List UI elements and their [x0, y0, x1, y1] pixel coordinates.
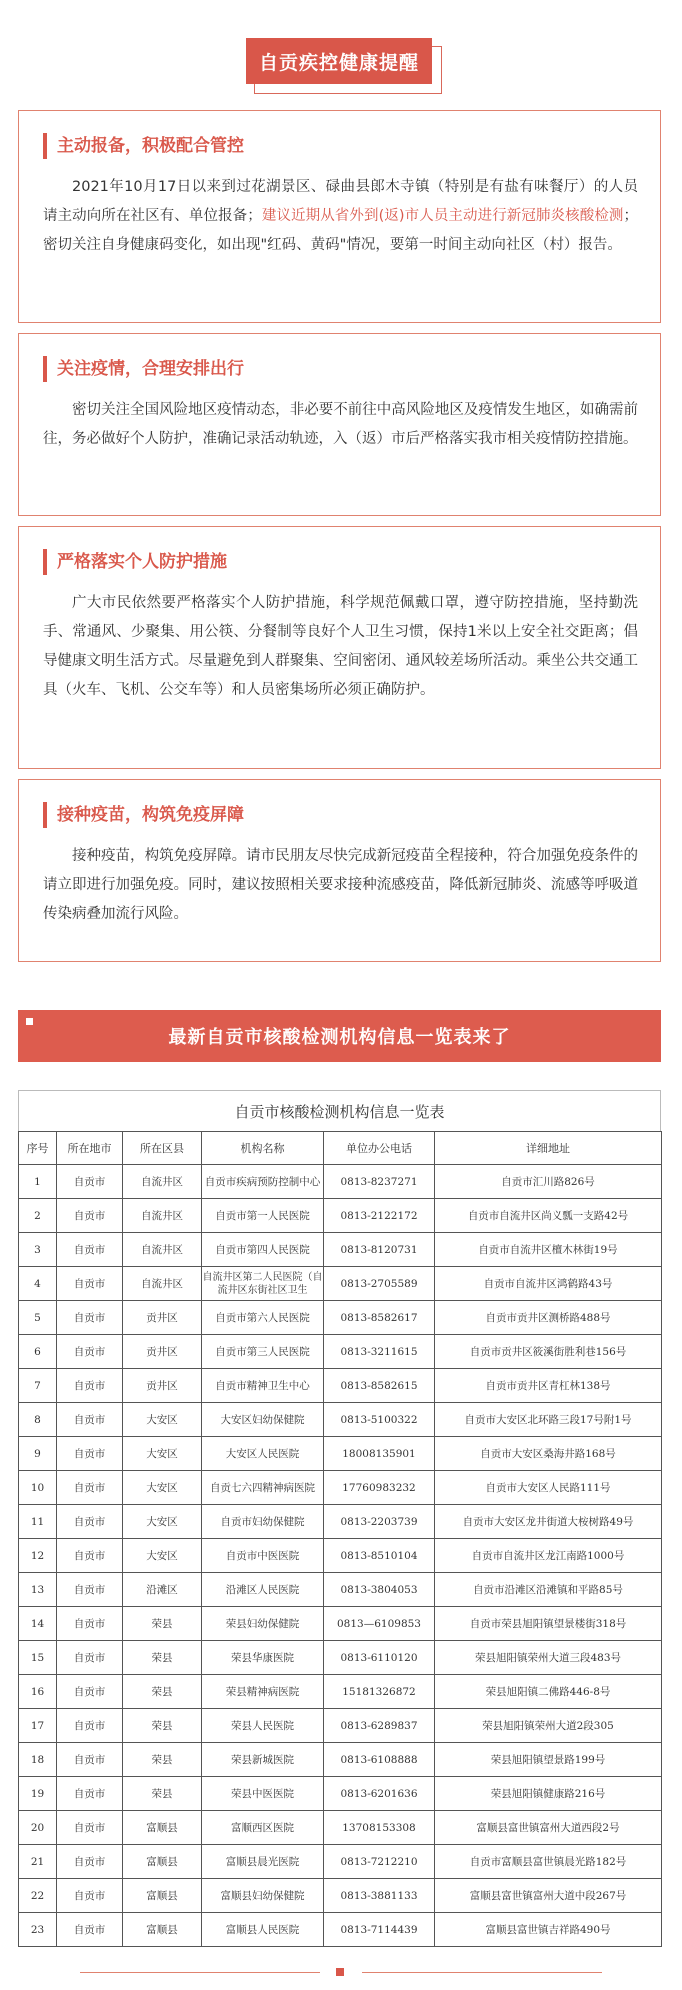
cell-index: 18	[19, 1743, 57, 1777]
cell-phone: 0813—6109853	[324, 1607, 435, 1641]
cell-index: 19	[19, 1777, 57, 1811]
cell-phone: 0813-2705589	[324, 1267, 435, 1301]
banner-title: 最新自贡市核酸检测机构信息一览表来了	[168, 1027, 511, 1048]
table-row	[19, 1369, 662, 1403]
cell-district: 富顺县	[123, 1845, 202, 1879]
column-header: 单位办公电话	[324, 1132, 435, 1165]
cell-city: 自贡市	[57, 1709, 123, 1743]
cell-city: 自贡市	[57, 1335, 123, 1369]
cell-city: 自贡市	[57, 1641, 123, 1675]
cell-institution: 大安区妇幼保健院	[202, 1403, 324, 1437]
cell-institution: 自贡市第三人民医院	[202, 1335, 324, 1369]
cell-institution: 荣县妇幼保健院	[202, 1607, 324, 1641]
cell-district: 大安区	[123, 1539, 202, 1573]
table-row	[19, 1675, 662, 1709]
cell-city: 自贡市	[57, 1879, 123, 1913]
cell-address: 自贡市汇川路826号	[435, 1165, 662, 1199]
cell-phone: 0813-8120731	[324, 1233, 435, 1267]
cell-institution: 自贡市第四人民医院	[202, 1233, 324, 1267]
cell-address: 富顺县富世镇吉祥路490号	[435, 1913, 662, 1947]
table-row	[19, 1267, 662, 1301]
cell-district: 荣县	[123, 1607, 202, 1641]
cell-institution: 自贡市精神卫生中心	[202, 1369, 324, 1403]
cell-institution: 自贡市疾病预防控制中心	[202, 1165, 324, 1199]
cell-index: 20	[19, 1811, 57, 1845]
section-body: 广大市民依然要严格落实个人防护措施，科学规范佩戴口罩，遵守防控措施，坚持勤洗手、常通风、少聚集、用公筷、分餐制等良好个人卫生习惯，保持1米以上安全社交距离；倡导健康文明生活方式。尽量避免到人群聚集、空间密闭、通风较差场所活动。乘坐公共交通工具（火车、飞机、公交车等）和人员密集场所必须正确防护。	[43, 595, 638, 698]
cell-city: 自贡市	[57, 1743, 123, 1777]
table-row	[19, 1743, 662, 1777]
cell-phone: 0813-8582617	[324, 1301, 435, 1335]
table-row	[19, 1777, 662, 1811]
cell-phone: 0813-6108888	[324, 1743, 435, 1777]
cell-phone: 0813-5100322	[324, 1403, 435, 1437]
section-title: 主动报备，积极配合管控	[43, 133, 244, 159]
cell-district: 大安区	[123, 1403, 202, 1437]
cell-phone: 0813-6201636	[324, 1777, 435, 1811]
institution-table	[18, 1131, 662, 1947]
cell-phone: 0813-2203739	[324, 1505, 435, 1539]
cell-city: 自贡市	[57, 1199, 123, 1233]
cell-city: 自贡市	[57, 1437, 123, 1471]
cell-address: 荣县旭阳镇二佛路446-8号	[435, 1675, 662, 1709]
section-travel	[18, 333, 661, 516]
top-header	[246, 38, 432, 84]
cell-address: 自贡市贡井区筱溪街胜利巷156号	[435, 1335, 662, 1369]
column-header: 所在地市	[57, 1132, 123, 1165]
section-report	[18, 110, 661, 323]
cell-index: 12	[19, 1539, 57, 1573]
table-row	[19, 1199, 662, 1233]
section-body: 密切关注全国风险地区疫情动态，非必要不前往中高风险地区及疫情发生地区，如确需前往，务必做好个人防护，准确记录活动轨迹，入（返）市后严格落实我市相关疫情防控措施。	[43, 402, 638, 447]
footer-divider-right	[362, 1972, 602, 1973]
cell-index: 1	[19, 1165, 57, 1199]
cell-phone: 0813-6289837	[324, 1709, 435, 1743]
cell-address: 荣县旭阳镇望景路199号	[435, 1743, 662, 1777]
cell-district: 自流井区	[123, 1199, 202, 1233]
cell-index: 3	[19, 1233, 57, 1267]
cell-district: 大安区	[123, 1505, 202, 1539]
table-row	[19, 1403, 662, 1437]
cell-phone: 18008135901	[324, 1437, 435, 1471]
cell-index: 15	[19, 1641, 57, 1675]
cell-city: 自贡市	[57, 1845, 123, 1879]
table-row	[19, 1301, 662, 1335]
cell-institution: 荣县中医医院	[202, 1777, 324, 1811]
cell-phone: 0813-8510104	[324, 1539, 435, 1573]
column-header: 详细地址	[435, 1132, 662, 1165]
table-row	[19, 1573, 662, 1607]
section-title: 关注疫情，合理安排出行	[43, 356, 244, 382]
column-header: 机构名称	[202, 1132, 324, 1165]
cell-index: 16	[19, 1675, 57, 1709]
cell-address: 自贡市贡井区青杠林138号	[435, 1369, 662, 1403]
cell-city: 自贡市	[57, 1539, 123, 1573]
banner-square-icon	[26, 1018, 33, 1025]
table-row	[19, 1641, 662, 1675]
cell-index: 13	[19, 1573, 57, 1607]
cell-address: 自贡市大安区龙井街道大桉树路49号	[435, 1505, 662, 1539]
cell-phone: 17760983232	[324, 1471, 435, 1505]
cell-district: 大安区	[123, 1471, 202, 1505]
page-title: 自贡疾控健康提醒	[246, 38, 432, 84]
cell-city: 自贡市	[57, 1607, 123, 1641]
cell-district: 荣县	[123, 1743, 202, 1777]
cell-phone: 0813-8237271	[324, 1165, 435, 1199]
cell-phone: 0813-8582615	[324, 1369, 435, 1403]
cell-index: 14	[19, 1607, 57, 1641]
cell-city: 自贡市	[57, 1573, 123, 1607]
cell-city: 自贡市	[57, 1913, 123, 1947]
cell-index: 10	[19, 1471, 57, 1505]
institution-table-wrap	[18, 1090, 661, 1947]
table-row	[19, 1165, 662, 1199]
column-header: 序号	[19, 1132, 57, 1165]
cell-institution: 荣县华康医院	[202, 1641, 324, 1675]
table-header-row	[19, 1132, 662, 1165]
cell-address: 自贡市自流井区鸿鹤路43号	[435, 1267, 662, 1301]
cell-index: 21	[19, 1845, 57, 1879]
cell-address: 自贡市富顺县富世镇晨光路182号	[435, 1845, 662, 1879]
cell-city: 自贡市	[57, 1777, 123, 1811]
cell-institution: 自贡市第一人民医院	[202, 1199, 324, 1233]
cell-phone: 0813-3881133	[324, 1879, 435, 1913]
table-row	[19, 1709, 662, 1743]
cell-address: 荣县旭阳镇荣州大道三段483号	[435, 1641, 662, 1675]
cell-district: 沿滩区	[123, 1573, 202, 1607]
footer-dot-icon	[336, 1968, 344, 1976]
cell-index: 6	[19, 1335, 57, 1369]
body-highlight: 建议近期从省外到(返)市人员主动进行新冠肺炎核酸检测	[261, 208, 624, 224]
cell-institution: 自贡市妇幼保健院	[202, 1505, 324, 1539]
cell-address: 荣县旭阳镇荣州大道2段305	[435, 1709, 662, 1743]
cell-address: 自贡市大安区北环路三段17号附1号	[435, 1403, 662, 1437]
cell-address: 荣县旭阳镇健康路216号	[435, 1777, 662, 1811]
table-row	[19, 1437, 662, 1471]
cell-institution: 富顺西区医院	[202, 1811, 324, 1845]
table-row	[19, 1471, 662, 1505]
cell-address: 自贡市自流井区龙江南路1000号	[435, 1539, 662, 1573]
table-row	[19, 1607, 662, 1641]
cell-phone: 0813-3804053	[324, 1573, 435, 1607]
cell-institution: 大安区人民医院	[202, 1437, 324, 1471]
cell-district: 贡井区	[123, 1369, 202, 1403]
cell-district: 大安区	[123, 1437, 202, 1471]
cell-index: 4	[19, 1267, 57, 1301]
section-body	[43, 173, 638, 260]
section-protection	[18, 526, 661, 769]
cell-institution: 富顺县妇幼保健院	[202, 1879, 324, 1913]
cell-phone: 15181326872	[324, 1675, 435, 1709]
body-text: 2021年10月17日以来到过花湖景区、碌曲县郎木寺镇（特别是有盐有味餐厅）的人员请主动向所在社区有、单位报备；	[43, 179, 638, 224]
column-header: 所在区县	[123, 1132, 202, 1165]
table-row	[19, 1811, 662, 1845]
cell-phone: 0813-7114439	[324, 1913, 435, 1947]
table-banner	[18, 1010, 661, 1062]
cell-phone: 0813-7212210	[324, 1845, 435, 1879]
section-vaccine	[18, 779, 661, 962]
cell-institution: 自贡市中医医院	[202, 1539, 324, 1573]
cell-institution: 富顺县人民医院	[202, 1913, 324, 1947]
cell-city: 自贡市	[57, 1675, 123, 1709]
section-title: 严格落实个人防护措施	[43, 549, 227, 575]
cell-address: 自贡市大安区人民路111号	[435, 1471, 662, 1505]
cell-district: 富顺县	[123, 1879, 202, 1913]
cell-address: 自贡市大安区桑海井路168号	[435, 1437, 662, 1471]
cell-institution: 荣县精神病医院	[202, 1675, 324, 1709]
cell-address: 自贡市荣县旭阳镇望景楼街318号	[435, 1607, 662, 1641]
table-row	[19, 1539, 662, 1573]
cell-address: 富顺县富世镇富州大道西段2号	[435, 1811, 662, 1845]
table-title: 自贡市核酸检测机构信息一览表	[18, 1090, 661, 1131]
table-row	[19, 1879, 662, 1913]
cell-district: 荣县	[123, 1777, 202, 1811]
cell-city: 自贡市	[57, 1165, 123, 1199]
cell-district: 富顺县	[123, 1913, 202, 1947]
cell-district: 自流井区	[123, 1233, 202, 1267]
footer-divider-left	[80, 1972, 320, 1973]
cell-city: 自贡市	[57, 1471, 123, 1505]
cell-city: 自贡市	[57, 1301, 123, 1335]
table-row	[19, 1845, 662, 1879]
cell-phone: 0813-6110120	[324, 1641, 435, 1675]
cell-address: 富顺县富世镇富州大道中段267号	[435, 1879, 662, 1913]
cell-institution: 富顺县晨光医院	[202, 1845, 324, 1879]
table-row	[19, 1505, 662, 1539]
cell-city: 自贡市	[57, 1267, 123, 1301]
cell-index: 8	[19, 1403, 57, 1437]
cell-district: 荣县	[123, 1709, 202, 1743]
cell-district: 贡井区	[123, 1335, 202, 1369]
cell-index: 22	[19, 1879, 57, 1913]
cell-district: 荣县	[123, 1675, 202, 1709]
cell-institution: 自贡七六四精神病医院	[202, 1471, 324, 1505]
section-title: 接种疫苗，构筑免疫屏障	[43, 802, 244, 828]
cell-address: 自贡市沿滩区沿滩镇和平路85号	[435, 1573, 662, 1607]
cell-index: 23	[19, 1913, 57, 1947]
cell-phone: 0813-3211615	[324, 1335, 435, 1369]
section-body: 接种疫苗，构筑免疫屏障。请市民朋友尽快完成新冠疫苗全程接种，符合加强免疫条件的请立即进行加强免疫。同时，建议按照相关要求接种流感疫苗，降低新冠肺炎、流感等呼吸道传染病叠加流行风险。	[43, 848, 638, 922]
cell-index: 2	[19, 1199, 57, 1233]
cell-city: 自贡市	[57, 1403, 123, 1437]
cell-index: 11	[19, 1505, 57, 1539]
cell-district: 自流井区	[123, 1165, 202, 1199]
cell-index: 9	[19, 1437, 57, 1471]
cell-index: 17	[19, 1709, 57, 1743]
body-text: ；密切关注自身健康码变化，如出现"红码、黄码"情况，要第一时间主动向社区（村）报告。	[43, 208, 639, 253]
cell-district: 自流井区	[123, 1267, 202, 1301]
cell-district: 荣县	[123, 1641, 202, 1675]
cell-address: 自贡市贡井区测桥路488号	[435, 1301, 662, 1335]
cell-institution: 荣县人民医院	[202, 1709, 324, 1743]
table-row	[19, 1233, 662, 1267]
cell-district: 富顺县	[123, 1811, 202, 1845]
cell-phone: 0813-2122172	[324, 1199, 435, 1233]
table-row	[19, 1913, 662, 1947]
cell-city: 自贡市	[57, 1811, 123, 1845]
cell-district: 贡井区	[123, 1301, 202, 1335]
cell-address: 自贡市自流井区尚义瓢一支路42号	[435, 1199, 662, 1233]
cell-city: 自贡市	[57, 1233, 123, 1267]
cell-city: 自贡市	[57, 1505, 123, 1539]
cell-institution: 自流井区第二人民医院（自流井区东街社区卫生	[202, 1267, 324, 1301]
cell-institution: 自贡市第六人民医院	[202, 1301, 324, 1335]
cell-index: 7	[19, 1369, 57, 1403]
cell-phone: 13708153308	[324, 1811, 435, 1845]
cell-city: 自贡市	[57, 1369, 123, 1403]
cell-index: 5	[19, 1301, 57, 1335]
table-row	[19, 1335, 662, 1369]
cell-address: 自贡市自流井区檀木林街19号	[435, 1233, 662, 1267]
cell-institution: 沿滩区人民医院	[202, 1573, 324, 1607]
cell-institution: 荣县新城医院	[202, 1743, 324, 1777]
